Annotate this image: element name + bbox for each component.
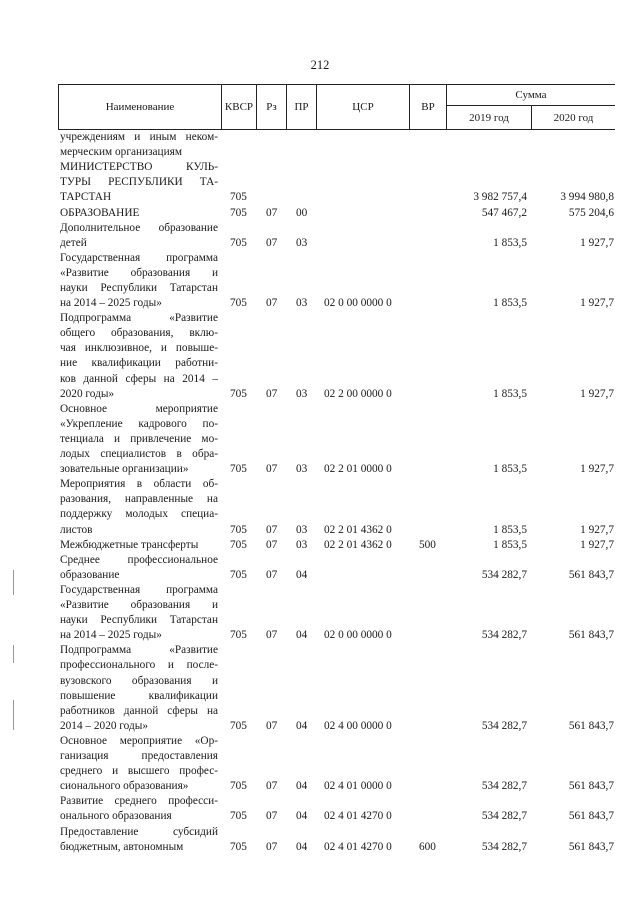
row-sum-2019: 534 282,7 xyxy=(481,810,527,823)
row-rz: 07 xyxy=(266,629,278,642)
row-sum-2019: 3 982 757,4 xyxy=(473,191,527,204)
row-name xyxy=(60,825,218,855)
row-name xyxy=(60,538,218,553)
header-csr: ЦСР xyxy=(317,85,410,129)
row-pr: 00 xyxy=(296,206,308,219)
row-name-line: ТУРЫ РЕСПУБЛИКИ ТА- xyxy=(60,176,218,189)
row-name xyxy=(60,643,218,734)
row-sum-2019: 1 853,5 xyxy=(493,297,527,310)
table-row xyxy=(0,130,640,160)
row-name-line: Развитие среднего професси- xyxy=(60,795,218,808)
row-name-line: учреждениям и иным неком- xyxy=(60,131,218,143)
row-sum-2019: 534 282,7 xyxy=(481,780,527,793)
table-row xyxy=(0,311,640,402)
header-name: Наименование xyxy=(59,85,222,129)
row-sum-2019: 1 853,5 xyxy=(493,236,527,249)
row-kvsr: 705 xyxy=(230,538,247,551)
row-kvsr: 705 xyxy=(230,568,247,581)
row-name-line: чая инклюзивное, и повыше- xyxy=(60,342,218,355)
row-name-line: поддержку молодых специа- xyxy=(60,508,218,521)
row-rz: 07 xyxy=(266,568,278,581)
row-name-line: работников данной сферы на xyxy=(60,704,218,717)
row-name xyxy=(60,311,218,402)
row-name-line: бюджетным, автономным xyxy=(60,840,184,853)
row-vr: 500 xyxy=(419,538,436,551)
row-sum-2020: 561 843,7 xyxy=(568,810,614,823)
row-csr: 02 4 01 0000 0 xyxy=(324,780,392,793)
page-number: 212 xyxy=(310,58,330,72)
row-vr: 600 xyxy=(419,840,436,853)
table-row xyxy=(0,538,640,553)
row-name-line: Дополнительное образование xyxy=(60,221,218,234)
row-name-line: «Развитие образования и xyxy=(60,599,218,612)
row-sum-2020: 561 843,7 xyxy=(568,780,614,793)
header-pr: ПР xyxy=(287,85,317,129)
row-name xyxy=(60,251,218,311)
row-pr: 03 xyxy=(296,463,308,476)
row-csr: 02 0 00 0000 0 xyxy=(324,297,392,310)
row-name-line: среднего и высшего профес- xyxy=(60,765,218,778)
row-pr: 03 xyxy=(296,523,308,536)
row-name-line: вузовского образования и xyxy=(60,674,218,687)
row-pr: 04 xyxy=(296,568,308,581)
row-sum-2019: 534 282,7 xyxy=(481,719,527,732)
row-name-line: на 2014 – 2025 годы» xyxy=(60,629,162,642)
row-name-line: 2020 годы» xyxy=(60,387,115,400)
row-name-line: зовательные организации» xyxy=(60,463,189,476)
row-sum-2020: 1 927,7 xyxy=(580,523,614,536)
row-csr: 02 4 00 0000 0 xyxy=(324,719,392,732)
row-kvsr: 705 xyxy=(230,236,247,249)
row-name-line: лодых специалистов в обра- xyxy=(60,448,218,461)
row-sum-2019: 1 853,5 xyxy=(493,387,527,400)
table-row xyxy=(0,477,640,537)
header-vr: ВР xyxy=(410,85,447,129)
row-pr: 03 xyxy=(296,297,308,310)
row-sum-2019: 534 282,7 xyxy=(481,568,527,581)
row-rz: 07 xyxy=(266,463,278,476)
row-pr: 03 xyxy=(296,387,308,400)
row-kvsr: 705 xyxy=(230,387,247,400)
row-sum-2020: 1 927,7 xyxy=(580,387,614,400)
row-sum-2020: 561 843,7 xyxy=(568,840,614,853)
row-sum-2020: 575 204,6 xyxy=(568,206,614,219)
margin-mark xyxy=(13,570,14,595)
row-rz: 07 xyxy=(266,236,278,249)
header-year-2019: 2019 год xyxy=(447,106,532,129)
row-name-line: 2014 – 2020 годы» xyxy=(60,719,148,732)
row-sum-2020: 1 927,7 xyxy=(580,236,614,249)
header-rz: Рз xyxy=(257,85,287,129)
row-kvsr: 705 xyxy=(230,629,247,642)
row-name-line: Подпрограмма «Развитие xyxy=(60,312,218,325)
row-name-line: онального образования xyxy=(60,810,172,823)
row-rz: 07 xyxy=(266,538,278,551)
row-sum-2020: 3 994 980,8 xyxy=(560,191,614,204)
row-name xyxy=(60,402,218,477)
row-name xyxy=(60,794,218,824)
table-row xyxy=(0,251,640,311)
row-kvsr: 705 xyxy=(230,191,247,204)
row-name-line: ние квалификации работни- xyxy=(60,357,218,370)
header-kvsr: КВСР xyxy=(222,85,257,129)
row-csr: 02 2 01 4362 0 xyxy=(324,538,392,551)
row-rz: 07 xyxy=(266,297,278,310)
row-csr: 02 2 01 4362 0 xyxy=(324,523,392,536)
row-sum-2019: 534 282,7 xyxy=(481,629,527,642)
row-name-line: Основное мероприятие «Ор- xyxy=(60,735,218,747)
table-row xyxy=(0,402,640,478)
row-name-line: ТАРСТАН xyxy=(60,191,112,204)
table-row xyxy=(0,160,640,205)
table-row xyxy=(0,643,640,734)
row-csr: 02 2 01 0000 0 xyxy=(324,463,392,476)
margin-mark xyxy=(13,700,14,730)
table-row xyxy=(0,206,640,221)
row-name-line: образование xyxy=(60,568,120,581)
row-rz: 07 xyxy=(266,810,278,823)
header-year-2020: 2020 год xyxy=(553,111,594,124)
row-name-line: Предоставление субсидий xyxy=(60,825,218,838)
row-name-line: науки Республики Татарстан xyxy=(60,614,218,627)
header-sum: Сумма xyxy=(447,85,615,106)
row-name xyxy=(60,583,218,643)
row-name-line: Межбюджетные трансферты xyxy=(60,538,199,551)
row-sum-2019: 534 282,7 xyxy=(481,840,527,853)
row-pr: 04 xyxy=(296,810,308,823)
table-row xyxy=(0,583,640,643)
row-name xyxy=(60,130,218,160)
row-name-line: детей xyxy=(60,236,87,249)
row-sum-2020: 1 927,7 xyxy=(580,538,614,551)
table-row xyxy=(0,221,640,251)
row-name-line: листов xyxy=(60,523,93,536)
row-rz: 07 xyxy=(266,719,278,732)
row-name-line: «Укрепление кадрового по- xyxy=(60,417,218,430)
row-sum-2020: 1 927,7 xyxy=(580,463,614,476)
row-name-line: профессионального и после- xyxy=(60,659,218,672)
row-name xyxy=(60,734,218,794)
table-row xyxy=(0,825,640,855)
row-csr: 02 2 00 0000 0 xyxy=(324,387,392,400)
row-name-line: на 2014 – 2025 годы» xyxy=(60,297,162,310)
row-name-line: Подпрограмма «Развитие xyxy=(60,644,218,657)
row-name-line: МИНИСТЕРСТВО КУЛЬ- xyxy=(60,161,218,174)
row-name xyxy=(60,206,218,221)
row-name-line: ков данной сферы на 2014 – xyxy=(60,372,218,385)
row-sum-2019: 1 853,5 xyxy=(493,538,527,551)
row-name xyxy=(60,477,218,537)
row-rz: 07 xyxy=(266,780,278,793)
row-name xyxy=(60,160,218,205)
row-name-line: Основное мероприятие xyxy=(60,402,218,415)
row-name-line: мерческим организациям xyxy=(60,146,182,159)
row-csr: 02 4 01 4270 0 xyxy=(324,840,392,853)
row-pr: 03 xyxy=(296,236,308,249)
row-kvsr: 705 xyxy=(230,719,247,732)
row-rz: 07 xyxy=(266,523,278,536)
row-kvsr: 705 xyxy=(230,206,247,219)
row-kvsr: 705 xyxy=(230,780,247,793)
table-row xyxy=(0,794,640,824)
table-row xyxy=(0,734,640,794)
row-kvsr: 705 xyxy=(230,810,247,823)
row-rz: 07 xyxy=(266,387,278,400)
row-kvsr: 705 xyxy=(230,840,247,853)
row-name xyxy=(60,553,218,583)
row-name-line: ганизация предоставления xyxy=(60,750,218,763)
row-kvsr: 705 xyxy=(230,523,247,536)
row-pr: 03 xyxy=(296,538,308,551)
row-sum-2020: 561 843,7 xyxy=(568,629,614,642)
row-name-line: общего образования, вклю- xyxy=(60,327,218,340)
row-rz: 07 xyxy=(266,206,278,219)
row-sum-2020: 561 843,7 xyxy=(568,719,614,732)
row-name-line: Мероприятия в области об- xyxy=(60,478,218,491)
table-row xyxy=(0,553,640,583)
row-name-line: Среднее профессиональное xyxy=(60,553,218,566)
row-pr: 04 xyxy=(296,629,308,642)
row-name-line: повышение квалификации xyxy=(60,689,218,702)
row-name-line: разования, направленные на xyxy=(60,493,218,506)
row-name-line: ОБРАЗОВАНИЕ xyxy=(60,206,140,219)
margin-mark xyxy=(13,645,14,663)
row-csr: 02 0 00 0000 0 xyxy=(324,629,392,642)
row-sum-2020: 1 927,7 xyxy=(580,297,614,310)
row-kvsr: 705 xyxy=(230,297,247,310)
row-name-line: Государственная программа xyxy=(60,584,218,596)
row-name-line: науки Республики Татарстан xyxy=(60,281,218,294)
row-name-line: сионального образования» xyxy=(60,780,189,793)
row-name-line: «Развитие образования и xyxy=(60,266,218,279)
row-pr: 04 xyxy=(296,780,308,793)
row-sum-2019: 1 853,5 xyxy=(493,463,527,476)
row-pr: 04 xyxy=(296,840,308,853)
row-sum-2020: 561 843,7 xyxy=(568,568,614,581)
row-pr: 04 xyxy=(296,719,308,732)
row-rz: 07 xyxy=(266,840,278,853)
row-name-line: тенциала и привлечение мо- xyxy=(60,432,218,445)
row-sum-2019: 1 853,5 xyxy=(493,523,527,536)
row-csr: 02 4 01 4270 0 xyxy=(324,810,392,823)
row-kvsr: 705 xyxy=(230,463,247,476)
row-name xyxy=(60,221,218,251)
row-sum-2019: 547 467,2 xyxy=(481,206,527,219)
row-name-line: Государственная программа xyxy=(60,251,218,264)
